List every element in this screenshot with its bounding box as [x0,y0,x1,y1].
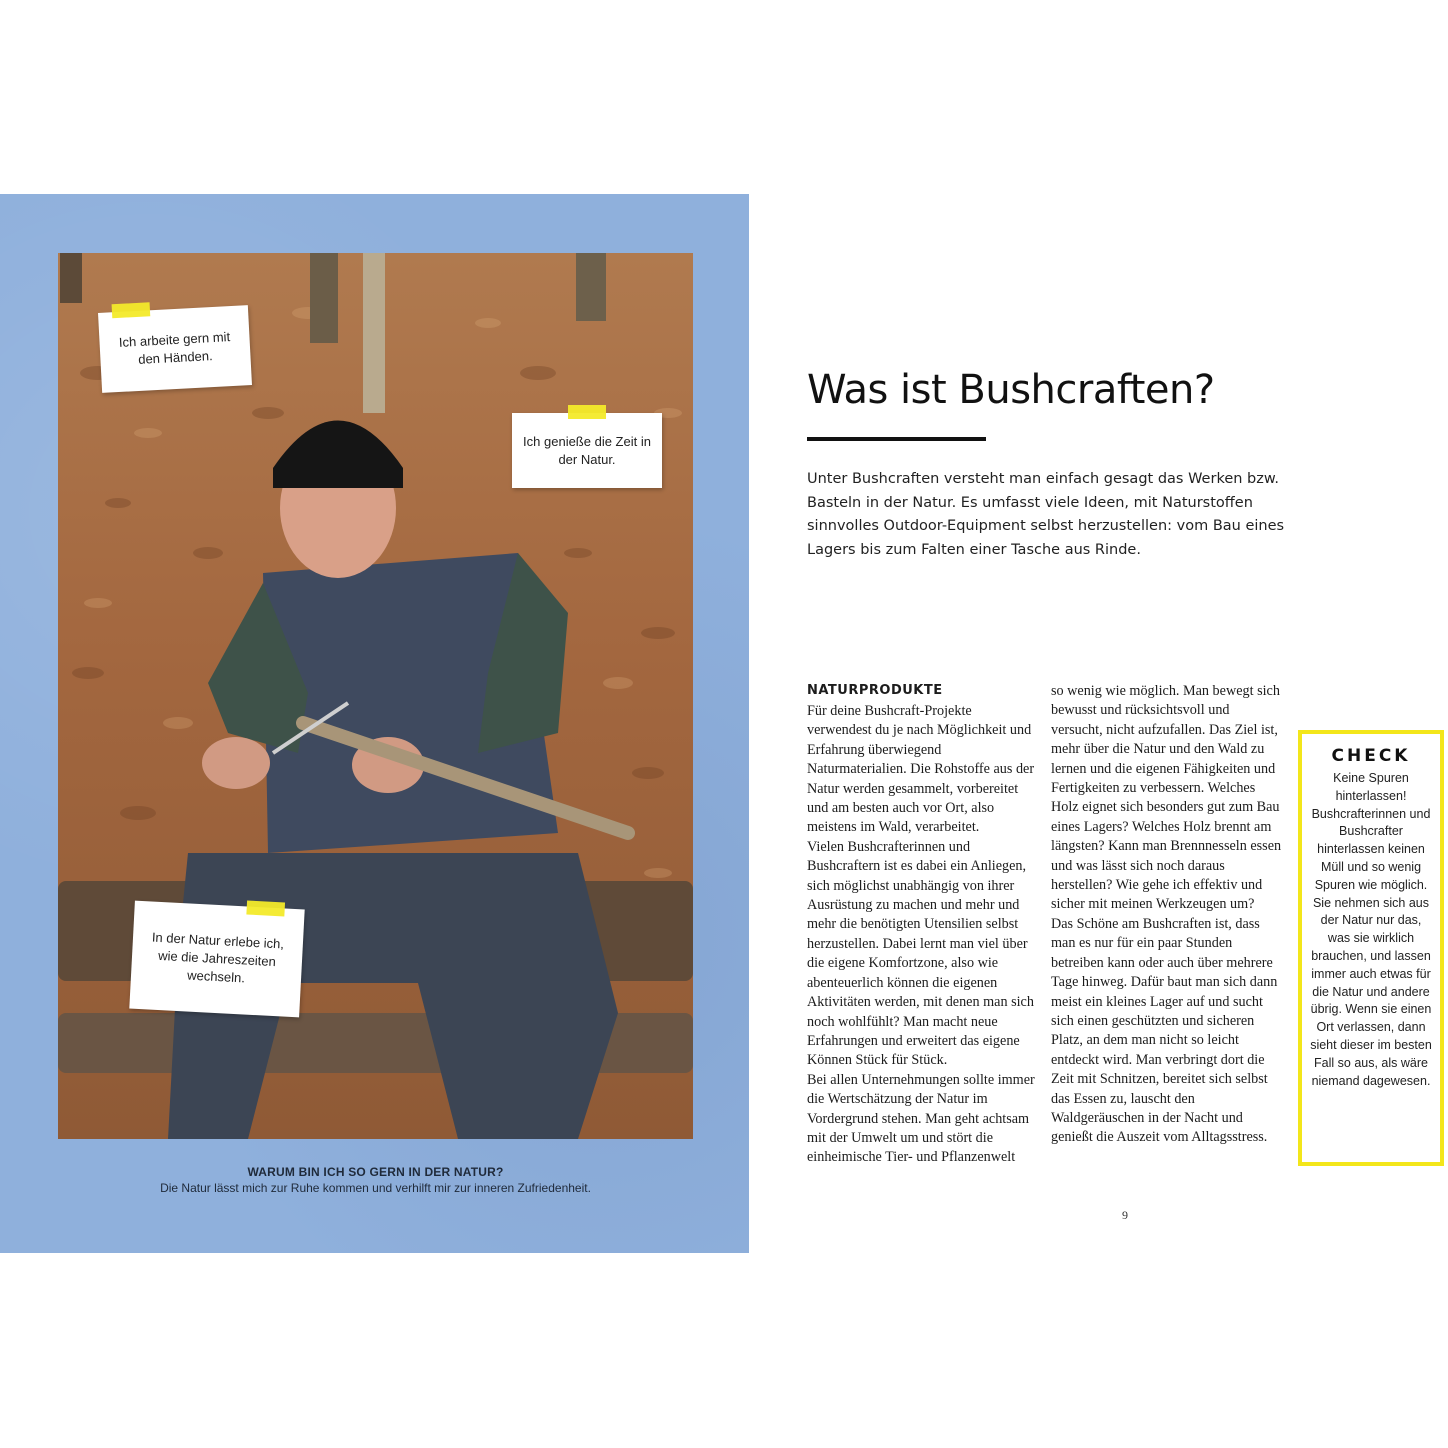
page-title: Was ist Bushcraften? [807,367,1215,413]
note-hands-text: Ich arbeite gern mit den Händen. [118,329,231,367]
column-1-paragraph-1: Für deine Bushcraft-Projekte verwendest du je nach Möglichkeit und Erfahrung überwiegend Naturmaterialien. Die Rohstoffe aus der Natur werden gesammelt, vorbereitet und am besten auch vor Ort, also meistens im Wald, verarbeitet. [807,703,1035,836]
text-column-2 [1051,682,1283,1148]
intro-paragraph: Unter Bushcraften versteht man einfach gesagt das Werken bzw. Basteln in der Natur. Es umfasst viele Ideen, mit Naturstoffen sinnvolles Outdoor-Equipment selbst herzustellen: vom Bau eines Lagers bis zum Falten einer Tasche aus Rinde. [807,471,1285,558]
tape-strip [246,900,285,916]
photo-man-carving-stick [58,253,693,1139]
note-seasons-text: In der Natur erlebe ich, wie die Jahreszeiten wechseln. [151,929,285,986]
note-hands [98,305,252,393]
caption-heading: WARUM BIN ICH SO GERN IN DER NATUR? [247,1165,504,1179]
page-number: 9 [1122,1208,1128,1222]
column-1-paragraph-3: Bei allen Unternehmungen sollte immer die Wertschätzung der Natur im Vordergrund stehen. Man geht achtsam mit der Umwelt um und stört die einheimische Tier- und Pflanzenwelt [807,1071,1035,1166]
note-time-nature [512,413,662,488]
tape-strip [112,302,151,318]
caption-text: Die Natur lässt mich zur Ruhe kommen und verhilft mir zur inneren Zufriedenheit. [160,1181,591,1195]
column-2-paragraph-2: Das Schöne am Bushcraften ist, dass man es nur für ein paar Stunden betreiben kann oder auch über mehrere Tage hinweg. Dafür baut man sich dann meist ein kleines Lager auf und sucht sich einen geschützten und sicheren Platz, an dem man nicht so leicht entdeckt wird. Man verbringt dort die Zeit mit Schnitzen, bereitet sich selbst das Essen zu, lauscht den Waldgeräuschen in der Nacht und genießt die Auszeit vom Alltagsstress. [1051,915,1278,1146]
note-time-nature-text: Ich genieße die Zeit in der Natur. [523,433,651,467]
section-heading: NATURPRODUKTE [807,683,943,698]
title-underline [807,437,986,441]
tape-strip [568,405,606,419]
check-box [1298,730,1444,1166]
column-2-paragraph-1: so wenig wie möglich. Man bewegt sich bewusst und rücksichtsvoll und versucht, nicht aufzufallen. Das Ziel ist, mehr über die Natur und den Wald zu lernen und die eigenen Fähigkeiten und Fertigkeiten zu verbessern. Welches Holz eignet sich besonders gut zum Bau eines Lagers? Welches Holz brennt am längsten? Kann man Brennnesseln essen und was lässt sich noch daraus herstellen? Wie gehe ich effektiv und sicher mit meinen Werkzeugen um? [1051,683,1282,913]
check-title: CHECK [1331,746,1411,766]
check-text: Keine Spuren hinterlassen! Bushcrafterinnen und Bushcrafter hinterlassen keinen Müll und so wenig Spuren wie möglich. Sie nehmen sich aus der Natur nur das, was sie wirklich brauchen, und lassen immer auch etwas für die Natur und andere übrig. Wenn sie einen Ort verlassen, dann sieht dieser im besten Fall so aus, als wäre niemand dagewesen. [1310,771,1432,1088]
photo-caption [58,1164,693,1196]
text-column-1 [807,682,1039,1168]
note-seasons [129,901,304,1018]
left-page [0,194,749,1253]
column-1-paragraph-2: Vielen Bushcrafterinnen und Bushcraftern ist es dabei ein Anliegen, sich möglichst unabhängig von ihrer Ausrüstung zu machen und mehr und mehr die benötigten Utensilien selbst herzustellen. Dabei lernt man viel über die eigene Komfortzone, also wie abenteuerlich können die eigenen Aktivitäten werden, mit denen man sich noch wohlfühlt? Man macht neue Erfahrungen und erweitert das eigene Können Stück für Stück. [807,838,1034,1069]
